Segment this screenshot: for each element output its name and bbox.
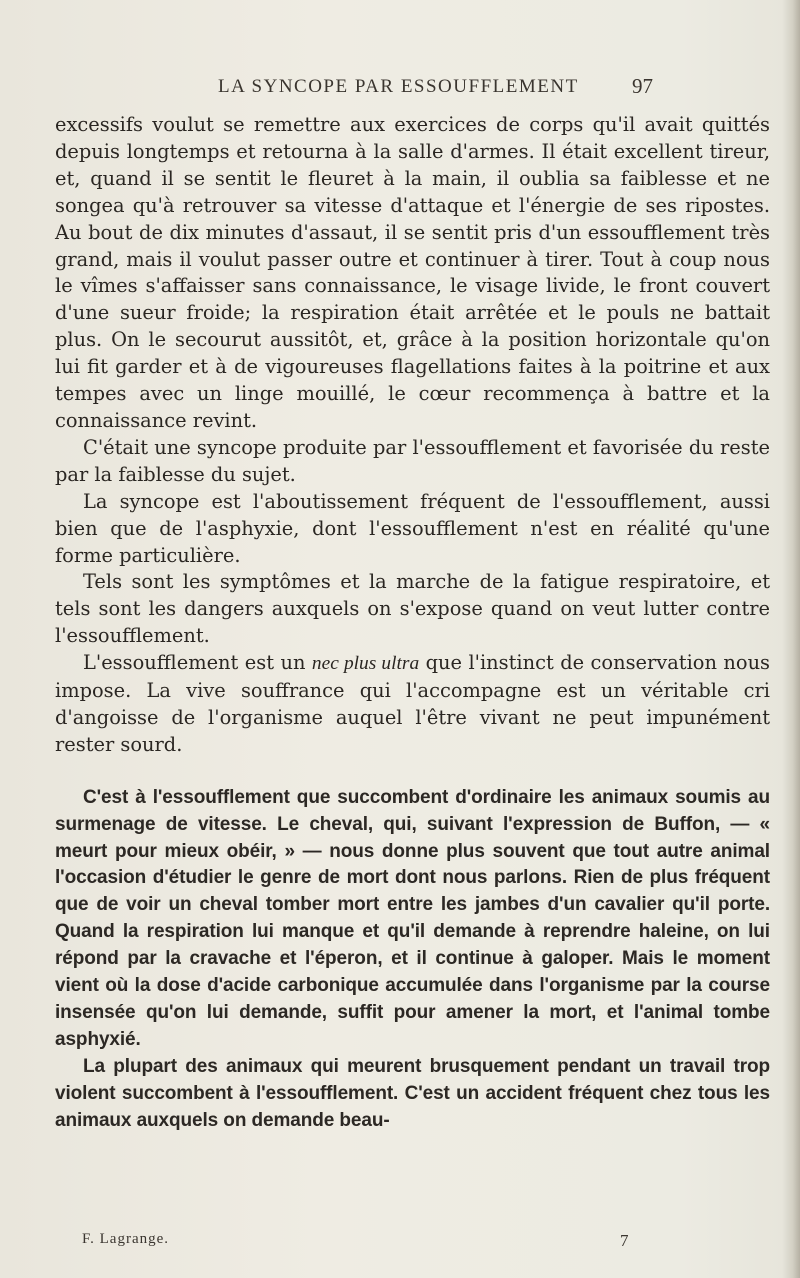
paragraph-3: La syncope est l'aboutissement fréquent de l'essoufflement, aussi bien que de l'asphyxie, dont l'essoufflement n'est en réalité qu'une forme particulière. bbox=[55, 489, 770, 567]
paragraph-5 bbox=[55, 650, 770, 759]
paragraph-5-after: que l'instinct de conservation nous impose. La vive souffrance qui l'accompagne est un véritable cri d'angoisse de l'organisme auquel l'être vivant ne peut impunément rester sourd. bbox=[55, 651, 771, 756]
sheet-number: 7 bbox=[620, 1231, 629, 1250]
paragraph-5-before: L'essoufflement est un bbox=[83, 651, 312, 675]
latin-phrase: nec plus ultra bbox=[311, 653, 420, 675]
page-number: 97 bbox=[632, 74, 653, 98]
paragraph-7: La plupart des animaux qui meurent brusquement pendant un travail trop violent succombent à l'essoufflement. C'est un accident fréquent chez tous les animaux auxquels on demande beau- bbox=[55, 1055, 770, 1131]
running-title: LA SYNCOPE PAR ESSOUFFLEMENT bbox=[218, 76, 579, 97]
page-edge-shadow bbox=[782, 0, 800, 1278]
running-header bbox=[0, 76, 800, 106]
paragraph-1: excessifs voulut se remettre aux exercices de corps qu'il avait quittés depuis longtemps et retourna à la salle d'armes. Il était excellent tireur, et, quand il se sentit le fleuret à la main, il oublia sa faiblesse et ne songea qu'à retrouver sa vitesse d'attaque et l'énergie de ses ripostes. Au bout de dix minutes d'assaut, il se sentit pris d'un essoufflement très grand, mais il voulut passer outre et continuer à tirer. Tout à coup nous le vîmes s'affaisser sans connaissance, le visage livide, le front couvert d'une sueur froide; la respiration était arrêtée et le pouls ne battait plus. On le secourut aussitôt, et, grâce à la position horizontale qu'on lui fit garder et à de vigoureuses flagellations faites à la poitrine et aux tempes avec un linge mouillé, le cœur recommença à battre et la connaissance revint. bbox=[55, 113, 770, 432]
signature-mark: F. Lagrange. bbox=[82, 1231, 170, 1247]
paragraph-4: Tels sont les symptômes et la marche de la fatigue respiratoire, et tels sont les dangers auxquels on s'expose quand on veut lutter contre l'essoufflement. bbox=[55, 570, 770, 648]
paragraph-2: C'était une syncope produite par l'essoufflement et favorisée du reste par la faiblesse du sujet. bbox=[55, 435, 770, 486]
body-text bbox=[55, 112, 770, 1135]
paragraph-6: C'est à l'essoufflement que succombent d'ordinaire les animaux soumis au surmenage de vitesse. Le cheval, qui, suivant l'expression de Buffon, — « meurt pour mieux obéir, » — nous donne plus souvent que tout autre animal l'occasion d'étudier le genre de mort dont nous parlons. Rien de plus fréquent que de voir un cheval tomber mort entre les jambes d'un cavalier qu'il porte. Quand la respiration lui manque et qu'il demande à reprendre haleine, on lui répond par la cravache et l'éperon, et il continue à galoper. Mais le moment vient où la dose d'acide carbonique accumulée dans l'organisme par la course insensée qu'on lui demande, suffit pour amener la mort, et l'animal tombe asphyxié. bbox=[55, 786, 770, 1050]
page-footer bbox=[82, 1231, 702, 1255]
